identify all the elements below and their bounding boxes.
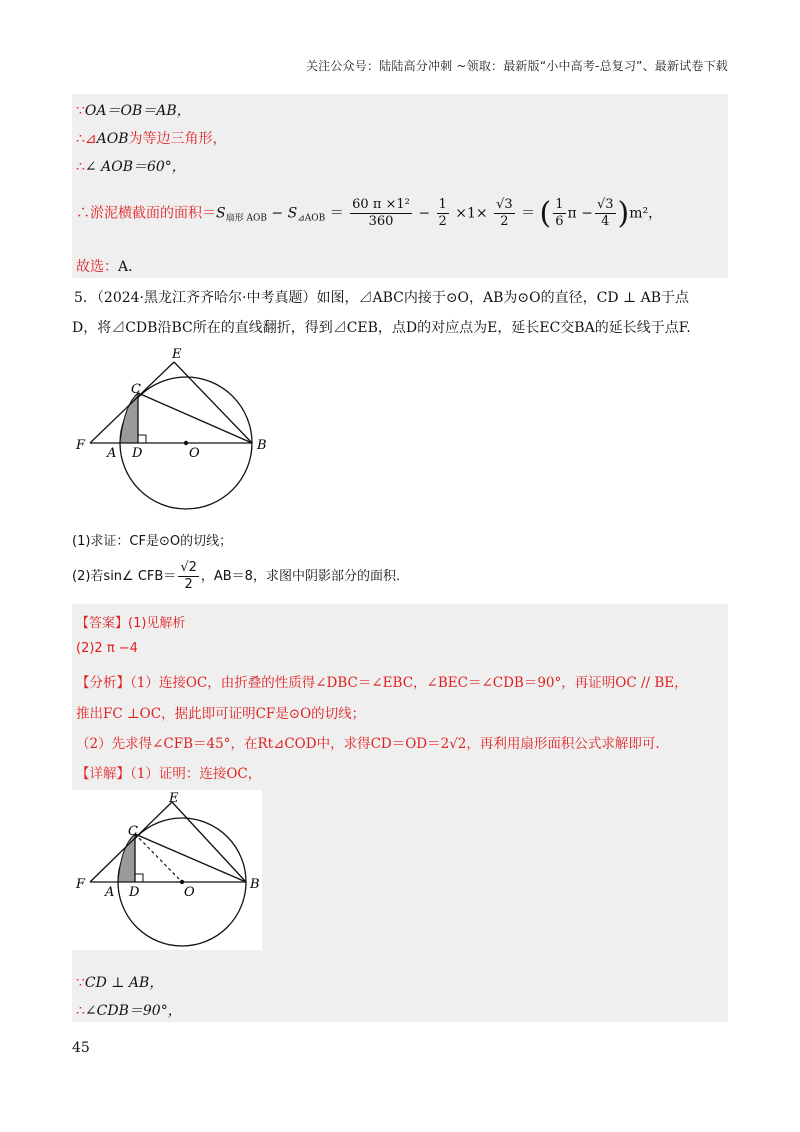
label-O: O: [184, 885, 195, 900]
times: ×1×: [455, 205, 488, 222]
prev-line-3-text: ∠ AOB＝60°，: [84, 159, 186, 175]
answer-line-1: [76, 612, 185, 631]
question-2-b: ，AB＝8，求图中阴影部分的面积．: [200, 569, 409, 584]
because-symbol: ∵: [76, 103, 85, 119]
detail-line-3: [76, 1000, 182, 1020]
problem-number: 5．: [74, 290, 97, 306]
detail-1: （1）证明：连接OC，: [130, 766, 262, 782]
frac-num: √2: [180, 560, 197, 575]
frac-den: 2: [500, 214, 509, 229]
s2: S: [287, 205, 298, 222]
problem-source: （2024·黑龙江齐齐哈尔·中考真题）: [96, 290, 317, 306]
answer-line-2: [76, 641, 138, 656]
analysis-tag: 【分析】: [76, 675, 130, 691]
triangle-symbol: ⊿: [84, 131, 97, 147]
question-1: (1)求证：CF是⊙O的切线；: [72, 534, 233, 549]
detail-tag: 【详解】: [76, 766, 130, 782]
prev-line-4: [76, 196, 662, 231]
problem-line-1: [74, 287, 689, 307]
frac-num: 1: [555, 197, 564, 212]
s1: S: [216, 205, 226, 222]
therefore-symbol: ∴: [76, 159, 85, 175]
label-C: C: [131, 382, 141, 397]
prev-line-2: [76, 128, 227, 148]
frac-num: √3: [496, 197, 513, 212]
s1-sub: 扇形 AOB: [225, 213, 267, 224]
prev-line-5: [76, 256, 142, 276]
right-paren: ): [617, 196, 630, 231]
detail-line-2: [76, 972, 163, 992]
prev-line-2-text: 为等边三角形，: [128, 131, 227, 147]
prev-line-1-text: OA＝OB＝AB，: [84, 103, 191, 119]
geometry-figure-2: [72, 790, 262, 950]
fraction-sector: [350, 197, 412, 230]
label-B: B: [257, 438, 267, 453]
frac-num: 60 π ×1²: [352, 197, 410, 212]
page-number: 45: [72, 1040, 90, 1056]
s2-sub: ⊿AOB: [297, 213, 326, 224]
label-D: D: [132, 446, 143, 461]
detail-line: [76, 762, 261, 782]
fraction-root3-over-2: [494, 197, 515, 230]
left-paren: (: [539, 196, 552, 231]
label-B: B: [250, 877, 260, 892]
fraction-half: [437, 197, 449, 230]
minus: −: [271, 205, 284, 222]
analysis-3: （2）先求得∠CFB＝45°，在Rt⊿COD中，求得CD＝OD＝2√2，再利用扇形面积公式求解即可.: [76, 736, 660, 752]
choice-label: 故选：: [76, 259, 118, 275]
because-symbol: ∵: [76, 975, 85, 991]
label-D: D: [129, 885, 140, 900]
analysis-2: 推出FC ⊥OC，据此即可证明CF是⊙O的切线；: [76, 706, 366, 722]
page-header: 关注公众号：陆陆高分冲刺 ~领取：最新版“小中高考-总复习”、最新试卷下载: [305, 59, 728, 73]
problem-text-1: 如图，⊿ABC内接于⊙O，AB为⊙O的直径，CD ⊥ AB于点: [316, 290, 690, 306]
analysis-1: （1）连接OC，由折叠的性质得∠DBC＝∠EBC，∠BEC＝∠CDB＝90°，再证明OC // BE，: [130, 675, 688, 691]
label-E: E: [172, 347, 182, 362]
question-2-a: (2)若sin∠ CFB＝: [72, 569, 177, 584]
frac-den: 2: [438, 214, 447, 229]
frac-den: 4: [601, 214, 610, 229]
equals: ＝: [329, 205, 344, 222]
unit: m²，: [629, 205, 663, 222]
area-label: 淤泥横截面的面积＝: [90, 205, 216, 222]
frac-den: 6: [555, 214, 564, 229]
label-F: F: [76, 438, 86, 453]
minus: −: [418, 205, 431, 222]
answer-2: (2)2 π −4: [76, 641, 138, 656]
choice-answer: A．: [118, 259, 143, 275]
equals: ＝: [521, 205, 536, 222]
problem-line-2: [72, 317, 691, 337]
answer-1: (1)见解析: [128, 616, 186, 631]
question-2: [72, 560, 409, 593]
analysis-line-3: [76, 732, 660, 752]
problem-text-2: D，将⊿CDB沿BC所在的直线翻折，得到⊿CEB，点D的对应点为E，延长EC交BA的延长线于点F.: [72, 320, 691, 336]
detail-3: ∠CDB＝90°，: [84, 1003, 182, 1019]
fraction-root3-over-4: [595, 197, 616, 230]
therefore-symbol: ∴: [76, 131, 85, 147]
label-O: O: [189, 446, 200, 461]
answer-tag: 【答案】: [76, 616, 129, 631]
analysis-line-1: [76, 671, 688, 691]
fraction-root2-over-2: [178, 560, 199, 593]
prev-line-3: [76, 156, 186, 176]
geometry-figure-1: [72, 345, 282, 515]
therefore-symbol: ∴: [76, 1003, 85, 1019]
detail-2: CD ⊥ AB，: [84, 975, 164, 991]
prev-solution-block: [72, 94, 728, 278]
therefore-symbol: ∴: [76, 205, 90, 222]
frac-num: √3: [596, 197, 614, 212]
label-F: F: [76, 877, 86, 892]
frac-den: 360: [368, 214, 394, 229]
prev-line-2-math: AOB: [96, 131, 129, 147]
pi-minus: π −: [567, 205, 593, 222]
label-E: E: [169, 791, 179, 806]
label-A: A: [105, 885, 115, 900]
fraction-one-sixth: [553, 197, 565, 230]
label-A: A: [107, 446, 117, 461]
frac-den: 2: [184, 577, 193, 592]
analysis-line-2: [76, 702, 365, 722]
frac-num: 1: [438, 197, 447, 212]
prev-line-1: [76, 100, 191, 120]
label-C: C: [128, 824, 138, 839]
